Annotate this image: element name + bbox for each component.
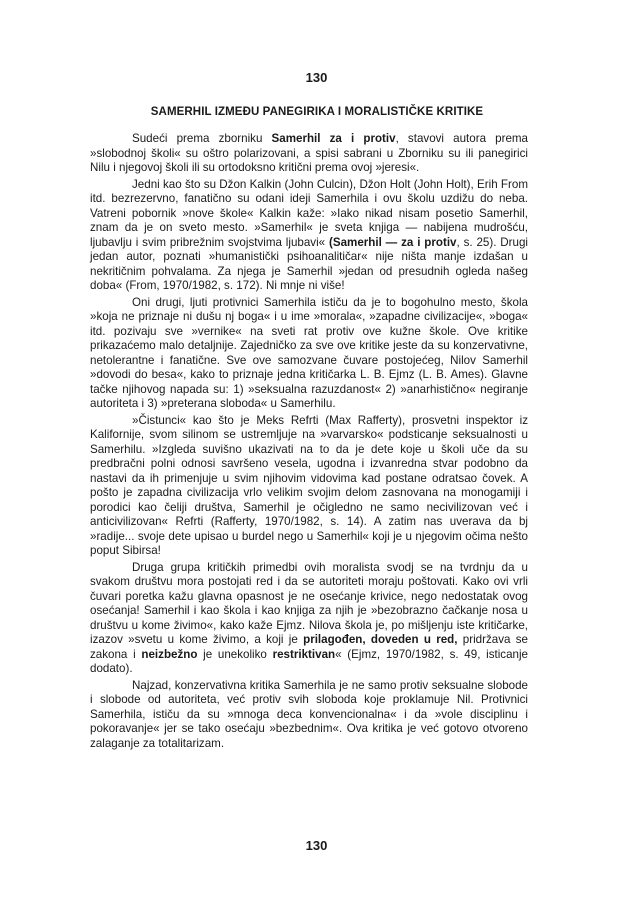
chapter-heading: SAMERHIL IZMEĐU PANEGIRIKA I MORALISTIČKE KRITIKE [150,106,484,118]
emphasis-run: (Samerhil — za i protiv [328,235,457,249]
text-run: Jedni kao što su Džon Kalkin (John Culcin), Džon Holt (John Holt), Erih From itd. bezrezervno, fanatično su odani ideji Samerhila i ovu školu uzdižu do neba. Vatreni pobornik »nove škole« Kalkin kaže: »Iako nikad nisam posetio Samerhil, znam da je on sveto mesto. »Samerhil« je sveta knjiga — nabijena mudrošću, ljubavlju i svim pribrežnim svojstvima ljubavi« [90,177,528,249]
text-run: je unekoliko [197,647,273,661]
text-run: , s. 25). Drugi jedan autor, poznati »humanistički psihoanalitičar« nije ništa manje izdašan u nekritičnim pohvalama. Za njega je Samerhil »jedan od presudnih ogleda našeg doba« (From, 1970/1982, s. 172). Ni mnje ni više! [90,235,529,292]
text-run: Oni drugi, ljuti protivnici Samerhila ističu da je to bogohulno mesto, škola »koja ne priznaje ni dušu nj boga« i u ime »morala«, »zapadne civilizacije«, »boga« itd. pozivaju sve »vernike« na sveti rat protiv ove kužne škole. Ove kritike prikazaćemo malo detaljnije. Zajedničko za sve ove kritike jeste da su konzervativne, netolerantne i fanatične. Sve ove samozvane čuvare postojećeg, Nilov Samerhil »dovodi do besa«, kako to priznaje jedna kritičarka L. B. Ejmz (L. B. Ames). Glavne tačke njihovog napada su: 1) »seksualna razuzdanost« 2) »anarhistično« negiranje autoriteta i 3) »preterana sloboda« u Samerhilu. [90,295,528,410]
paragraph [90,296,528,412]
body-text [90,132,528,753]
emphasis-run: neizbežno [141,647,198,661]
text-run: , stavovi autora prema »slobodnoj školi« su oštro polarizovani, a spisi sabrani u Zborniku su ili panegirici Nilu i njegovoj školi ili su ortodoksno kritični prema ovoj »jeresi«. [90,132,529,174]
paragraph [90,561,528,677]
paragraph [90,679,528,752]
text-run: « (Ejmz, 1970/1982, s. 49, isticanje dodato). [90,647,529,675]
paragraph [90,414,528,559]
text-run: pridržava se zakona i [90,633,528,661]
text-run: Sudeći prema zborniku [132,132,272,145]
text-run: Druga grupa kritičkih primedbi ovih moralista svodj se na tvrdnju da u svakom društvu mora postojati red i da se autoriteti moraju poštovati. Kako ovi vrli čuvari poretka kažu glavna opasnost je ne osećanje krivice, nego nedostatak ovog osećanja! Samerhil i kao škola i kao knjiga za njih je »bezobrazno čačkanje nosa u društvu u kome živimo«, kako kaže Ejmz. Nilova škola je, po mišljenju iste kritičarke, izazov »svetu u kome živimo, a koji je [90,560,528,646]
emphasis-run: restriktivan [272,647,336,661]
page-number-top: 130 [305,70,328,85]
page-number-bottom: 130 [305,838,328,853]
emphasis-run: prilagođen, doveden u red, [303,633,458,646]
text-run: »Čistunci« kao što je Meks Refrti (Max Rafferty), prosvetni inspektor iz Kalifornije, svom silinom se ustremljuje na »varvarsko« podsticanje seksualnosti u Samerhilu. »Izgleda suvišno ukazivati na to da je dete koje u školi uče da su predbračni polni odnosi savršeno vesela, ugodna i izvanredna stvar podobno da nastavi da ih primenjuje u svim njihovim vidovima kad postane odratsao čovek. A pošto je zapadna civilizacija vrlo velikim svojim delom zasnovana na monogamiji i porodici kao čeliji društva, Samerhil je očigledno ne samo necivilizovan već i anticivilizovan« Refrti (Rafferty, 1970/1982, s. 14). A zatim nas uverava da bj »radije... svoje dete upisao u burdel nego u Samerhil« koji je u njegovim očima nešto poput Sibirsa! [90,413,528,557]
text-run: Najzad, konzervativna kritika Samerhila je ne samo protiv seksualne slobode i slobode od autoriteta, već protiv svih sloboda koje proklamuje Nil. Protivnici Samerhila, ističu da su »mnoga deca konvencionalna« i da »vole disciplinu i pokoravanje« jer se tako osećaju »bezbednim«. Ova kritika je već gotovo otvoreno zalaganje za totalitarizam. [90,678,528,750]
emphasis-run: Samerhil za i protiv [271,132,396,145]
paragraph [90,132,528,176]
paragraph [90,178,528,294]
